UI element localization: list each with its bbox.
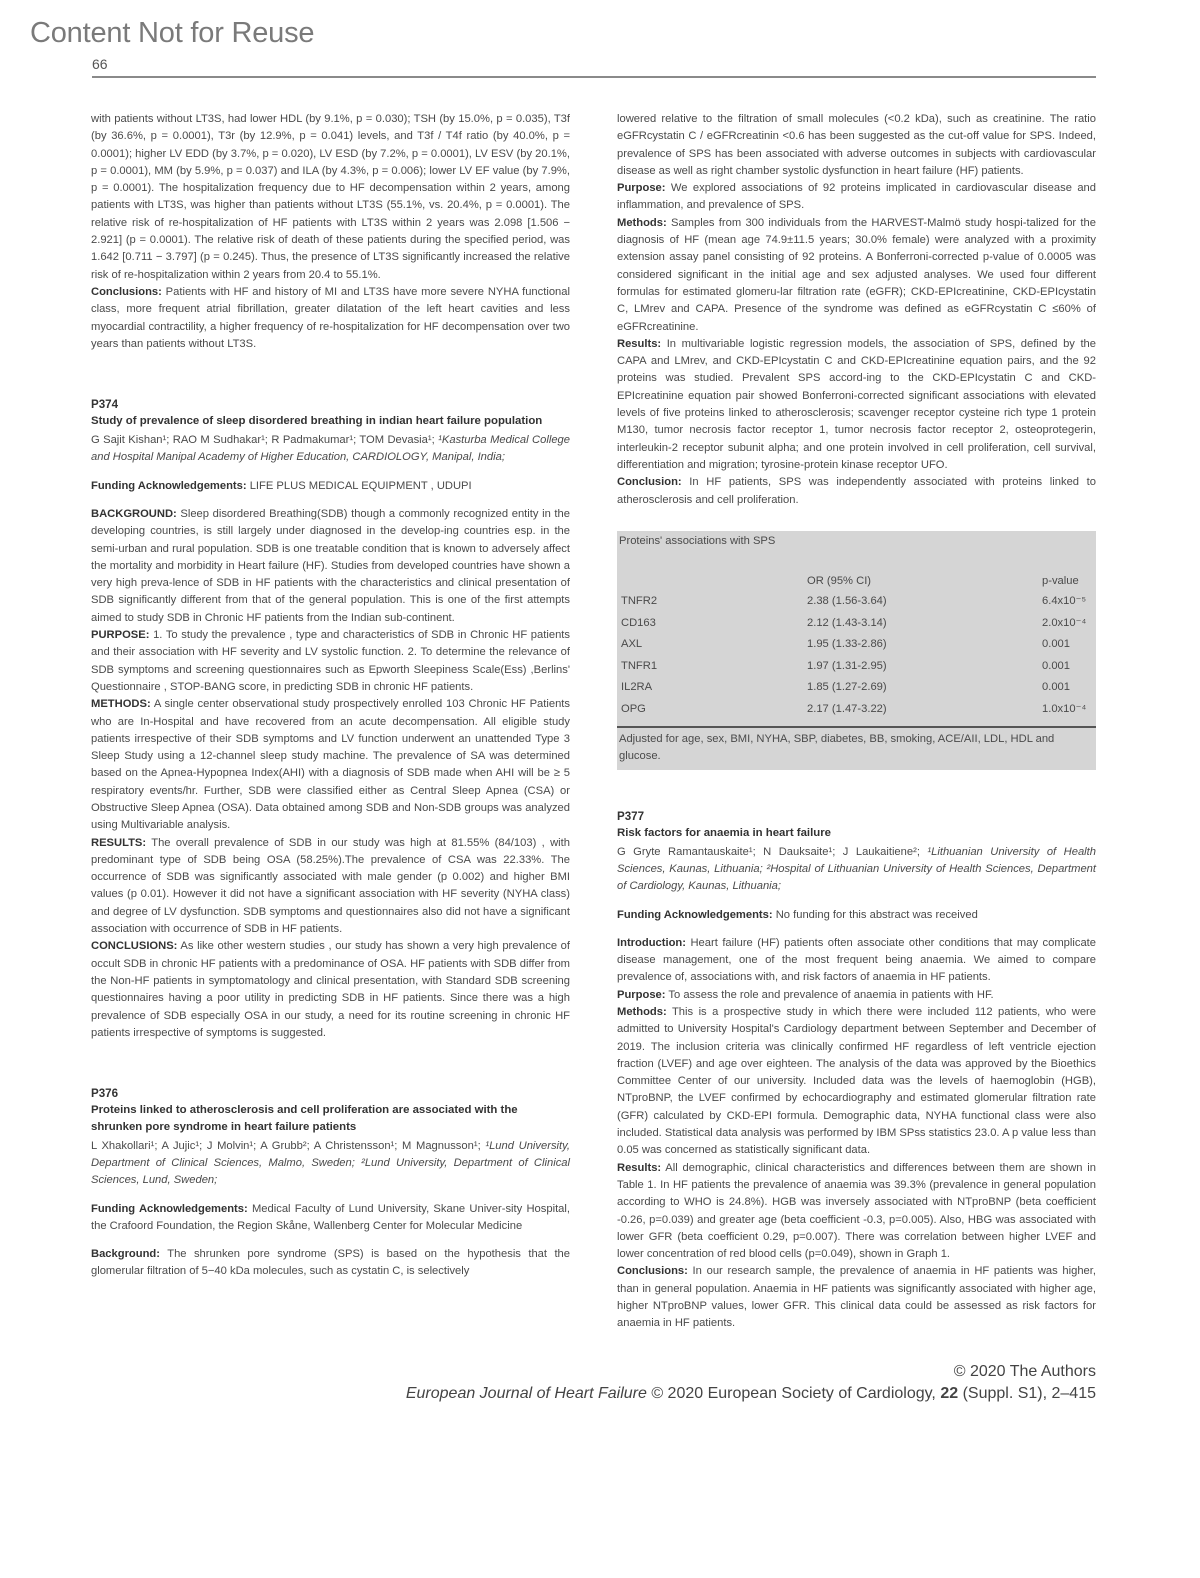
- right-column: [617, 111, 1096, 1333]
- table-cell: IL2RA: [621, 681, 653, 694]
- abstract-title: Proteins linked to atherosclerosis and cell proliferation are associated with the shrunken pore syndrome in heart failure patients: [91, 1104, 518, 1134]
- table-row: [617, 658, 1096, 680]
- table-cell: 1.97 (1.31-2.95): [807, 659, 887, 672]
- watermark: Content Not for Reuse: [30, 17, 315, 49]
- paragraph: Introduction: Heart failure (HF) patients often associate other conditions that may complicate disease management, one of the most frequent being anaemia. We aimed to compare prevalence of, associations with, and risk factors of anaemia in HF patients.: [617, 936, 1096, 984]
- abstract-id: P374: [91, 398, 119, 412]
- table-cell: 1.85 (1.27-2.69): [807, 681, 887, 694]
- table-header: [617, 573, 1096, 593]
- table-caption: Proteins' associations with SPS: [619, 534, 776, 547]
- right-continuation: [617, 111, 1096, 509]
- proteins-table: [617, 531, 1096, 770]
- table-body: [617, 593, 1096, 722]
- left-column: [91, 111, 570, 1281]
- footer-copyright: © 2020 The Authors: [953, 1362, 1096, 1380]
- page-footer: [0, 1361, 1200, 1435]
- authors: G Gryte Ramantauskaite¹; N Dauksaite¹; J Laukaitiene²; ¹Lithuanian University of Health Sciences, Kaunas, Lithuania; ²Hospital of Lithuanian University of Health Sciences, Department of Cardiology, Kaunas, Lithuania;: [617, 845, 1096, 893]
- page-header: [0, 0, 1200, 111]
- table-row: [617, 679, 1096, 701]
- table-cell: 0.001: [1042, 681, 1070, 694]
- abstract-p376: [91, 1085, 570, 1281]
- table-row: [617, 636, 1096, 658]
- paragraph: with patients without LT3S, had lower HDL (by 9.1%, p = 0.030); TSH (by 15.0%, p = 0.035), T3f (by 36.6%, p = 0.0001), T3r (by 12.9%, p = 0.041) levels, and T3f / T4f ratio (by 40.0%, p = 0.0001); higher LV EDD (by 3.7%, p = 0.020), LV ESD (by 7.2%, p = 0.0001), LV ESV (by 20.1%, p = 0.0001), MM (by 5.9%, p = 0.037) and ILA (by 4.3%, p = 0.006); lower LV EF value (by 7.9%, p = 0.0001). The hospitalization frequency due to HF decompensation within 2 years, among patients with LT3S, was higher than patients without LT3S (55.1%, vs. 20.4%, p = 0.0001). The relative risk of re-hospitalization of HF patients with LT3S within 2 years was 2.098 [1.506 − 2.921] (p = 0.0001). The relative risk of death of these patients during the specified period, was 1.642 [0.711 − 3.797] (p = 0.245). Thus, the presence of LT3S significantly increased the relative risk of re-hospitalization within 2 years from 20.4 to 55.1%.: [91, 113, 570, 281]
- footer-citation: European Journal of Heart Failure © 2020 European Society of Cardiology, 22 (Suppl. S1), 2–415: [405, 1384, 1096, 1402]
- columns: [0, 111, 1200, 1333]
- table-cell: 0.001: [1042, 638, 1070, 651]
- table-cell: 2.17 (1.47-3.22): [807, 702, 887, 715]
- table-header-cell: OR (95% CI): [807, 575, 872, 588]
- table-row: [617, 615, 1096, 637]
- paragraph: METHODS: A single center observational study prospectively enrolled 103 Chronic HF Patients who are In-Hospital and have recovered from an acute decompensation. All eligible study patients irrespective of their SDB symptoms and LV function underwent an unattended Type 3 Sleep Study using a 12-channel sleep study machine. The prevalence of SA was determined based on the Apnea-Hypopnea Index(AHI) with a diagnosis of SDB made when AHI will be ≥ 5 respiratory events/hr. Further, SDB were classified either as Central Sleep Apnea (CSA) or Obstructive Sleep Apnea (OSA). Data obtained among SDB and Non-SDB groups was analyzed using Multivariable analysis.: [91, 698, 570, 832]
- page-number: 66: [92, 56, 108, 72]
- table-row: [617, 593, 1096, 615]
- paragraph: Methods: Samples from 300 individuals from the HARVEST-Malmö study hospi-talized for the diagnosis of HF (mean age 74.9±11.5 years; 30.0% female) were analyzed with a proximity extension assay panel consisting of 92 proteins. A Bonferroni-corrected p-value of 0.0005 was considered significant in the initial age and sex adjusted analyses. We used four different formulas for estimated glomeru-lar filtration rate (eGFR); CKD-EPIcreatinine, CKD-EPIcystatin C, LMrev and CAPA. Presence of the syndrome was defined as eGFRcystatin C ≤60% of eGFRcreatinine.: [617, 216, 1096, 333]
- paragraph: Purpose: To assess the role and prevalence of anaemia in patients with HF.: [617, 988, 994, 1001]
- abstract-title: Risk factors for anaemia in heart failure: [617, 827, 831, 840]
- paragraph: Results: All demographic, clinical characteristics and differences between them are shown in Table 1. In HF patients the prevalence of anaemia was 39.3% (prevalence in general population according to WHO is 24.8%). HGB was inversely associated with NTproBNP (beta coefficient -0.26, p=0.039) and greater age (beta coefficient -0.3, p=0.005). Also, HBG was associated with lower GFR (beta coefficient 0.29, p=0.007). There was correlation between higher LVEF and lower concentration of red blood cells (p=0.049), shown in Graph 1.: [617, 1161, 1096, 1261]
- table-cell: 0.001: [1042, 659, 1070, 672]
- authors: G Sajit Kishan¹; RAO M Sudhakar¹; R Padmakumar¹; TOM Devasia¹; ¹Kasturba Medical College and Hospital Manipal Academy of Higher Education, CARDIOLOGY, Manipal, India;: [91, 434, 570, 464]
- table-cell: OPG: [621, 702, 646, 715]
- paragraph: Conclusion: In HF patients, SPS was independently associated with proteins linked to atherosclerosis and cell proliferation.: [617, 476, 1096, 506]
- paragraph: Methods: This is a prospective study in which there were included 112 patients, who were admitted to University Hospital's Cardiology department between September and December of 2019. The inclusion criteria was clinically confirmed HF regardless of left ventricle ejection fraction (LVEF) and age over eighteen. The analysis of the data was approved by the Bioethics Committee Center of our university. Included data was the levels of haemoglobin (HGB), NTproBNP, the LVEF confirmed by echocardiography and estimated glomerular filtration rate (GFR) calculated by CKD-EPI formula. Demographic data, NYHA functional class were also included. Statistical data analysis was performed by IBM SPss statistics 23.0. A p value less than 0.05 was concerned as statistically significant data.: [617, 1005, 1096, 1157]
- table-cell: 2.12 (1.43-3.14): [807, 616, 887, 629]
- table-cell: 1.95 (1.33-2.86): [807, 638, 887, 651]
- paragraph: Results: In multivariable logistic regression models, the association of SPS, defined by the CAPA and LMrev, and CKD-EPIcystatin C and CKD-EPIcreatinine equation pairs, and the 92 proteins was studied. Prevalent SPS accord-ing to the CKD-EPIcystatin C and CKD-EPIcreatinine equation pair showed Bonferroni-corrected significant associations with elevated levels of five proteins linked to atherosclerosis; scavenger receptor cysteine rich type 1 protein M130, tumor necrosis factor receptor 1, tumor necrosis factor receptor 2, osteoprotegerin, interleukin-2 receptor subunit alpha; and one protein involved in cell proliferation, cell survival, differentiation and migration; tyrosine-protein kinase receptor UFO.: [617, 337, 1096, 471]
- table-cell: 2.0x10⁻⁴: [1042, 616, 1087, 629]
- abstract-title: Study of prevalence of sleep disordered breathing in indian heart failure population: [91, 415, 543, 428]
- paragraph: Background: The shrunken pore syndrome (SPS) is based on the hypothesis that the glomerular filtration of 5−40 kDa molecules, such as cystatin C, is selectively: [91, 1248, 570, 1278]
- paragraph: Conclusions: Patients with HF and history of MI and LT3S have more severe NYHA functional class, more frequent atrial fibrillation, greater dilatation of the left heart cavities and less myocardial contractility, a higher frequency of re-hospitalization for HF decompensation over two years than patients without LT3S.: [91, 285, 570, 350]
- abstract-id: P377: [617, 809, 645, 823]
- table-cell: AXL: [621, 638, 643, 651]
- funding: Funding Acknowledgements: LIFE PLUS MEDICAL EQUIPMENT , UDUPI: [91, 479, 472, 492]
- table-cell: TNFR1: [621, 659, 658, 672]
- funding: Funding Acknowledgements: No funding for this abstract was received: [617, 908, 978, 921]
- authors: L Xhakollari¹; A Jujic¹; J Molvin¹; A Grubb²; A Christensson¹; M Magnusson¹; ¹Lund University, Department of Clinical Sciences, Malmo, Sweden; ²Lund University, Department of Clinical Sciences, Lund, Sweden;: [91, 1139, 570, 1187]
- paragraph: Conclusions: In our research sample, the prevalence of anaemia in HF patients was higher, than in general population. Anaemia in HF patients was significantly associated with higher age, higher NTproBNP values, lower GFR. This clinical data could be assessed as risk factors for anaemia in HF patients.: [617, 1265, 1096, 1330]
- table-cell: TNFR2: [621, 595, 658, 608]
- paragraph: Purpose: We explored associations of 92 proteins implicated in cardiovascular disease and inflammation, and prevalence of SPS.: [617, 182, 1096, 212]
- paragraph: BACKGROUND: Sleep disordered Breathing(SDB) though a commonly recognized entity in the developing countries, is still largely under diagnosed in the develop-ing countries esp. in the semi-urban and rural population. SDB is one treatable condition that is known to adversely affect the mortality and morbidity in Heart failure (HF). Studies from developed countries have shown a very high preva-lence of SDB in HF patients with the characteristics and clinical presentation of SDB significantly different from that of the general population. This is one of the first attempts aimed to study SDB in Chronic HF patients from the Indian sub-continent.: [91, 507, 570, 624]
- table-note: Adjusted for age, sex, BMI, NYHA, SBP, diabetes, BB, smoking, ACE/AII, LDL, HDL and glucose.: [619, 733, 1055, 763]
- table-header-cell: p-value: [1042, 575, 1079, 588]
- abstract-p374: [91, 396, 570, 1042]
- table-row: [617, 701, 1096, 723]
- header-rule: [92, 76, 1096, 78]
- paragraph: RESULTS: The overall prevalence of SDB in our study was high at 81.55% (84/103) , with predominant type of SDB being OSA (58.25%).The prevalence of CSA was 22.33%. The occurrence of SDB was significantly associated with male gender (p 0.002) and higher BMI values (p 0.01). However it did not have a significant association with HF severity (NYHA class) and degree of LV dysfunction. SDB symptoms and questionnaires also did not have a significant association with occurrence of SDB in HF patients.: [91, 836, 570, 936]
- funding: Funding Acknowledgements: Medical Faculty of Lund University, Skane Univer-sity Hospital, the Crafoord Foundation, the Region Skåne, Wallenberg Center for Molecular Medicine: [91, 1202, 570, 1232]
- paragraph: lowered relative to the filtration of small molecules (<0.2 kDa), such as creatinine. The ratio eGFRcystatin C / eGFRcreatinin <0.6 has been suggested as the cut-off value for SPS. Indeed, prevalence of SPS has been associated with adverse outcomes in subjects with cardiovascular disease as well as right chamber systolic dysfunction in heart failure (HF) patients.: [617, 113, 1096, 177]
- paragraph: CONCLUSIONS: As like other western studies , our study has shown a very high prevalence of occult SDB in chronic HF patients with a predominance of OSA. HF patients with SDB differ from the Non-HF patients in symptomatology and clinical presentation, with Standard SDB screening questionnaires having a poor utility in predicting SDB in HF patients. Since there was a high prevalence of SDB especially OSA in our study, a need for its routine screening in chronic HF patients irrespective of symptoms is suggested.: [91, 940, 570, 1039]
- paragraph: PURPOSE: 1. To study the prevalence , type and characteristics of SDB in Chronic HF patients and their association with HF severity and LV systolic function. 2. To determine the relevance of SDB symptoms and screening questionnaires such as Epworth Sleepiness Scale(Ess) ,Berlins' Questionnaire , STOP-BANG score, in predicting SDB in chronic HF patients.: [91, 629, 570, 693]
- abstract-id: P376: [91, 1087, 119, 1101]
- left-continuation: [91, 111, 570, 353]
- table-cell: 1.0x10⁻⁴: [1042, 702, 1087, 715]
- table-cell: CD163: [621, 616, 656, 629]
- abstract-p377: [617, 808, 1096, 1333]
- table-cell: 6.4x10⁻⁵: [1042, 595, 1087, 608]
- table-cell: 2.38 (1.56-3.64): [807, 595, 887, 608]
